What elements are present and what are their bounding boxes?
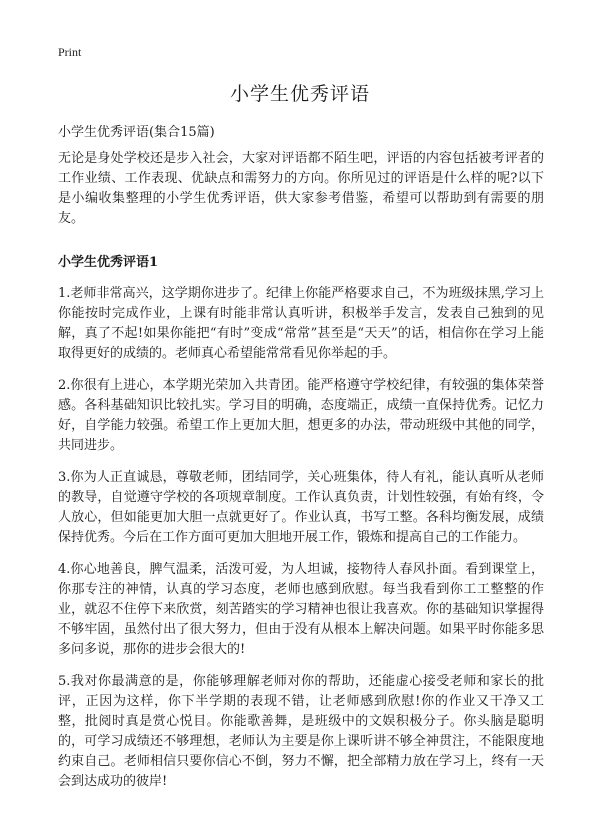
section-heading: 小学生优秀评语1	[58, 255, 159, 270]
intro-paragraph: 无论是身处学校还是步入社会，大家对评语都不陌生吧，评语的内容包括被考评者的工作业绩、工作表现、优缺点和需努力的方向。你所见过的评语是什么样的呢?以下是小编收集整理的小学生优秀评语，供大家参考借鉴，希望可以帮助到有需要的朋友。	[58, 151, 544, 226]
print-link[interactable]: Print	[58, 45, 82, 59]
comment-paragraph-1: 1.老师非常高兴，这学期你进步了。纪律上你能严格要求自己，不为班级抹黑,学习上你能按时完成作业，上课有时能非常认真听讲，积极举手发言，发表自己独到的见解，真了不起!如果你能把“有时”变成“常常”甚至是“天天”的话，相信你在学习上能取得更好的成绩的。老师真心希望能常常看见你举起的手。	[58, 286, 544, 361]
document-subtitle: 小学生优秀评语(集合15篇)	[58, 125, 215, 140]
comment-paragraph-5: 5.我对你最满意的是，你能够理解老师对你的帮助，还能虚心接受老师和家长的批评，正因为这样，你下半学期的表现不错，让老师感到欣慰!你的作业又干净又工整，批阅时真是赏心悦目。你能歌善舞，是班级中的文娱积极分子。你头脑是聪明的，可学习成绩还不够理想，老师认为主要是你上课听讲不够全神贯注，不能限度地约束自己。老师相信只要你信心不倒，努力不懈，把全部精力放在学习上，终有一天会到达成功的彼岸!	[58, 674, 544, 789]
comment-paragraph-4: 4.你心地善良，脾气温柔，活泼可爱，为人坦诚，接物待人春风扑面。看到课堂上，你那专注的神情，认真的学习态度，老师也感到欣慰。每当我看到你工工整整的作业，就忍不住停下来欣赏，刻苦踏实的学习精神也很让我喜欢。你的基础知识掌握得不够牢固，虽然付出了很大努力，但由于没有从根本上解决问题。如果平时你能多思多问多说，那你的进步会很大的!	[58, 562, 544, 657]
page-title: 小学生优秀评语	[229, 83, 370, 105]
comment-paragraph-2: 2.你很有上进心，本学期光荣加入共青团。能严格遵守学校纪律，有较强的集体荣誉感。各科基础知识比较扎实。学习目的明确，态度端正，成绩一直保持优秀。记忆力好，自学能力较强。希望工作上更加大胆，想更多的办法，带动班级中其他的同学，共同进步。	[58, 378, 544, 453]
document-body	[58, 149, 544, 804]
comment-paragraph-3: 3.你为人正直诚恳，尊敬老师，团结同学，关心班集体，待人有礼，能认真听从老师的教导，自觉遵守学校的各项规章制度。工作认真负责，计划性较强，有始有终，令人放心，但如能更加大胆一点就更好了。作业认真，书写工整。各科均衡发展，成绩保持优秀。今后在工作方面可更加大胆地开展工作，锻炼和提高自己的工作能力。	[58, 470, 544, 545]
